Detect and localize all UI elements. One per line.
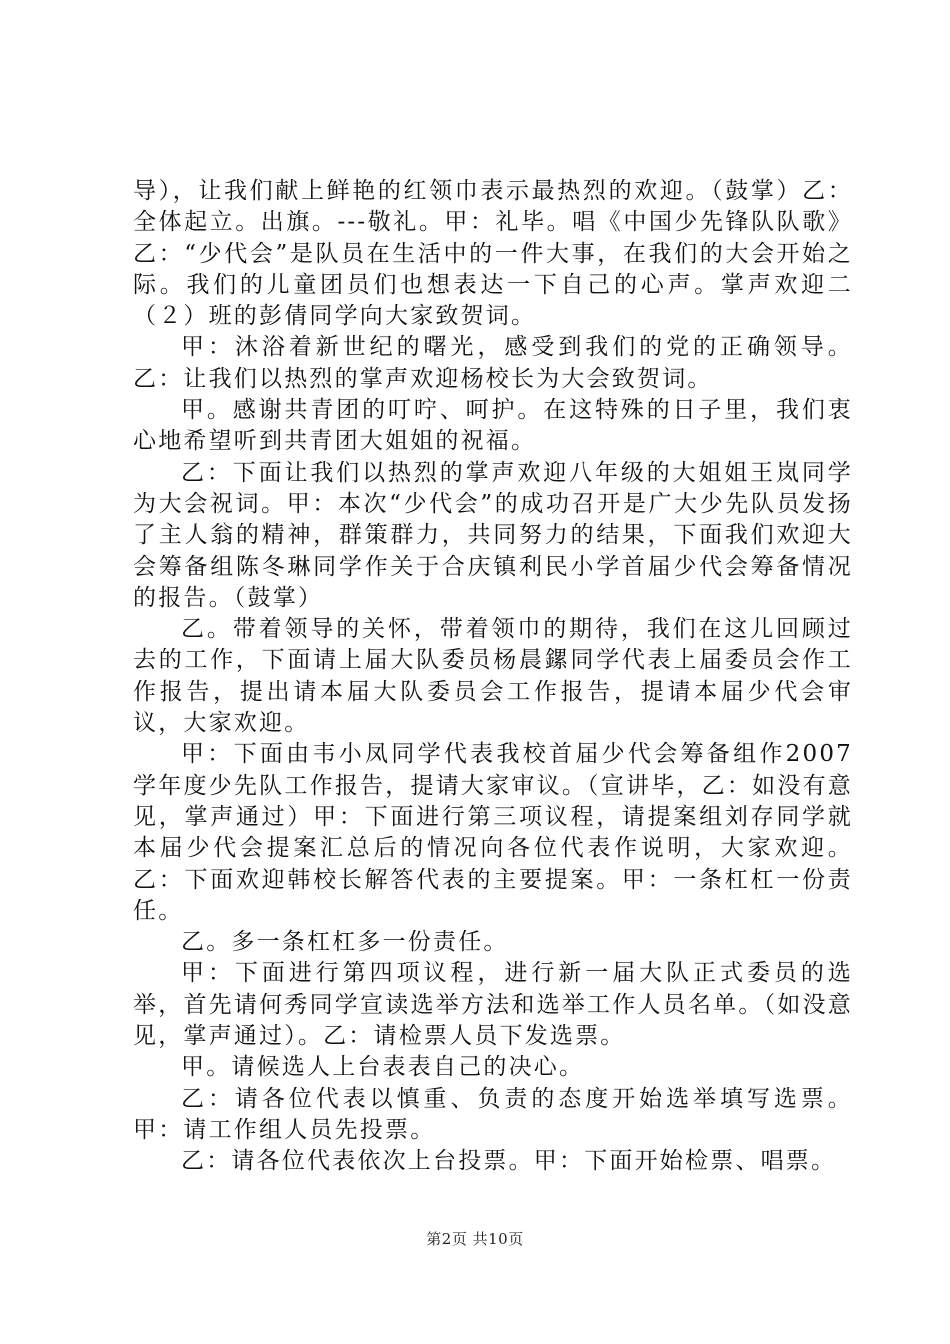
- paragraph: 甲。请候选人上台表表自己的决心。: [181, 1054, 585, 1081]
- paragraph: 甲：下面由韦小凤同学代表我校首届少代会筹备组作2007学年度少先队工作报告，提请大家审议。（宣讲毕，乙：如没有意见，掌声通过）甲：下面进行第三项议程，请提案组刘存同学就本届少代会提案汇总后的情况向各位代表作说明，大家欢迎。乙：下面欢迎韩校长解答代表的主要提案。甲：一条杠杠一份责任。: [133, 741, 853, 924]
- paragraph: 甲。感谢共青团的叮咛、呵护。在这特殊的日子里，我们衷心地希望听到共青团大姐姐的祝福。: [133, 397, 853, 455]
- paragraph: 乙。多一条杠杠多一份责任。: [181, 929, 509, 956]
- paragraph: 乙：请各位代表依次上台投票。甲：下面开始检票、唱票。: [181, 1148, 837, 1175]
- paragraph: 乙。带着领导的关怀，带着领巾的期待，我们在这儿回顾过去的工作，下面请上届大队委员杨晨鏍同学代表上届委员会作工作报告，提出请本届大队委员会工作报告，提请本届少代会审议，大家欢迎。: [133, 616, 853, 737]
- paragraph: 导），让我们献上鲜艳的红领巾表示最热烈的欢迎。（鼓掌）乙：全体起立。出旗。---敬礼。甲：礼毕。唱《中国少先锋队队歌》乙：“少代会”是队员在生活中的一件大事，在我们的大会开始之际。我们的儿童团员们也想表达一下自己的心声。掌声欢迎二（２）班的彭倩同学向大家致贺词。: [133, 178, 853, 330]
- page-number-footer: 第2页 共10页: [426, 1230, 524, 1248]
- paragraph: 甲：下面进行第四项议程，进行新一届大队正式委员的选举，首先请何秀同学宣读选举方法和选举工作人员名单。（如没意见，掌声通过）。乙：请检票人员下发选票。: [133, 960, 853, 1050]
- document-body: [133, 176, 853, 1178]
- paragraph: 乙：请各位代表以慎重、负责的态度开始选举填写选票。甲：请工作组人员先投票。: [133, 1085, 853, 1143]
- paragraph: 甲：沐浴着新世纪的曙光，感受到我们的党的正确领导。乙：让我们以热烈的掌声欢迎杨校长为大会致贺词。: [133, 334, 853, 392]
- paragraph: 乙：下面让我们以热烈的掌声欢迎八年级的大姐姐王岚同学为大会祝词。甲：本次“少代会”的成功召开是广大少先队员发扬了主人翁的精神，群策群力，共同努力的结果，下面我们欢迎大会筹备组陈冬琳同学作关于合庆镇利民小学首届少代会筹备情况的报告。（鼓掌）: [133, 459, 853, 611]
